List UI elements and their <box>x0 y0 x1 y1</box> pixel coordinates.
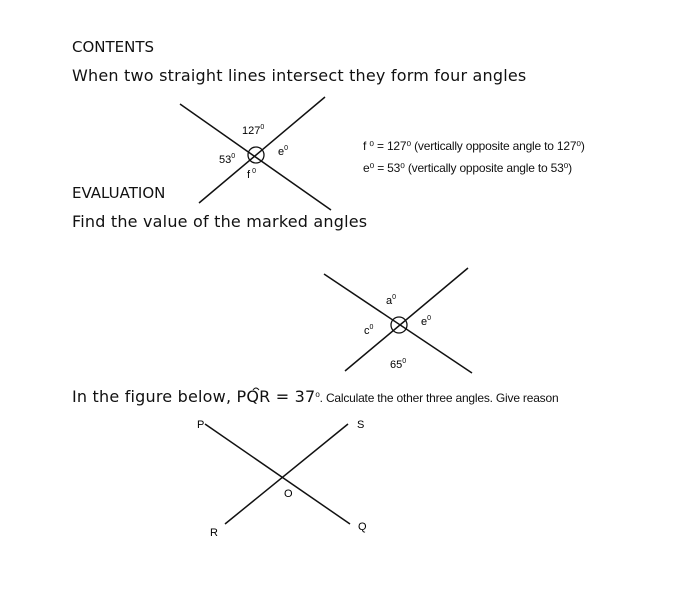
point-O-label: O <box>284 488 293 500</box>
evaluation-prompt: Find the value of the marked angles <box>72 212 368 231</box>
fig1-label-top: $127^0$ <box>242 124 265 137</box>
question-degree: o <box>315 390 320 399</box>
evaluation-heading: EVALUATION <box>72 184 166 202</box>
fig2-label-bottom: $65^0$ <box>390 358 407 371</box>
point-R-label: R <box>210 527 218 539</box>
point-P-label: P <box>197 419 205 431</box>
fig2-label-left: $c^0$ <box>364 324 374 337</box>
fig1-note-e: e⁰ = 53⁰ (vertically opposite angle to 53⁰) <box>363 161 572 175</box>
fig1-note-f: f ⁰ = 127⁰ (vertically opposite angle to 127⁰) <box>363 139 585 153</box>
question-prefix: In the figure below, PQR = 37 <box>72 387 316 406</box>
fig1-label-bottom: f $^0$ <box>247 168 256 181</box>
fig2-label-top: $a^0$ <box>386 294 397 307</box>
fig2-label-right: $e^0$ <box>421 315 432 328</box>
line-PQ <box>205 424 350 524</box>
fig1-label-left: $53^0$ <box>219 153 236 166</box>
fig1-label-right: $e^0$ <box>278 145 289 158</box>
point-Q-label: Q <box>358 521 367 533</box>
contents-heading: CONTENTS <box>72 38 155 56</box>
question-suffix: . Calculate the other three angles. Give reason <box>319 391 559 405</box>
contents-intro: When two straight lines intersect they form four angles <box>72 66 527 85</box>
point-S-label: S <box>357 419 365 431</box>
